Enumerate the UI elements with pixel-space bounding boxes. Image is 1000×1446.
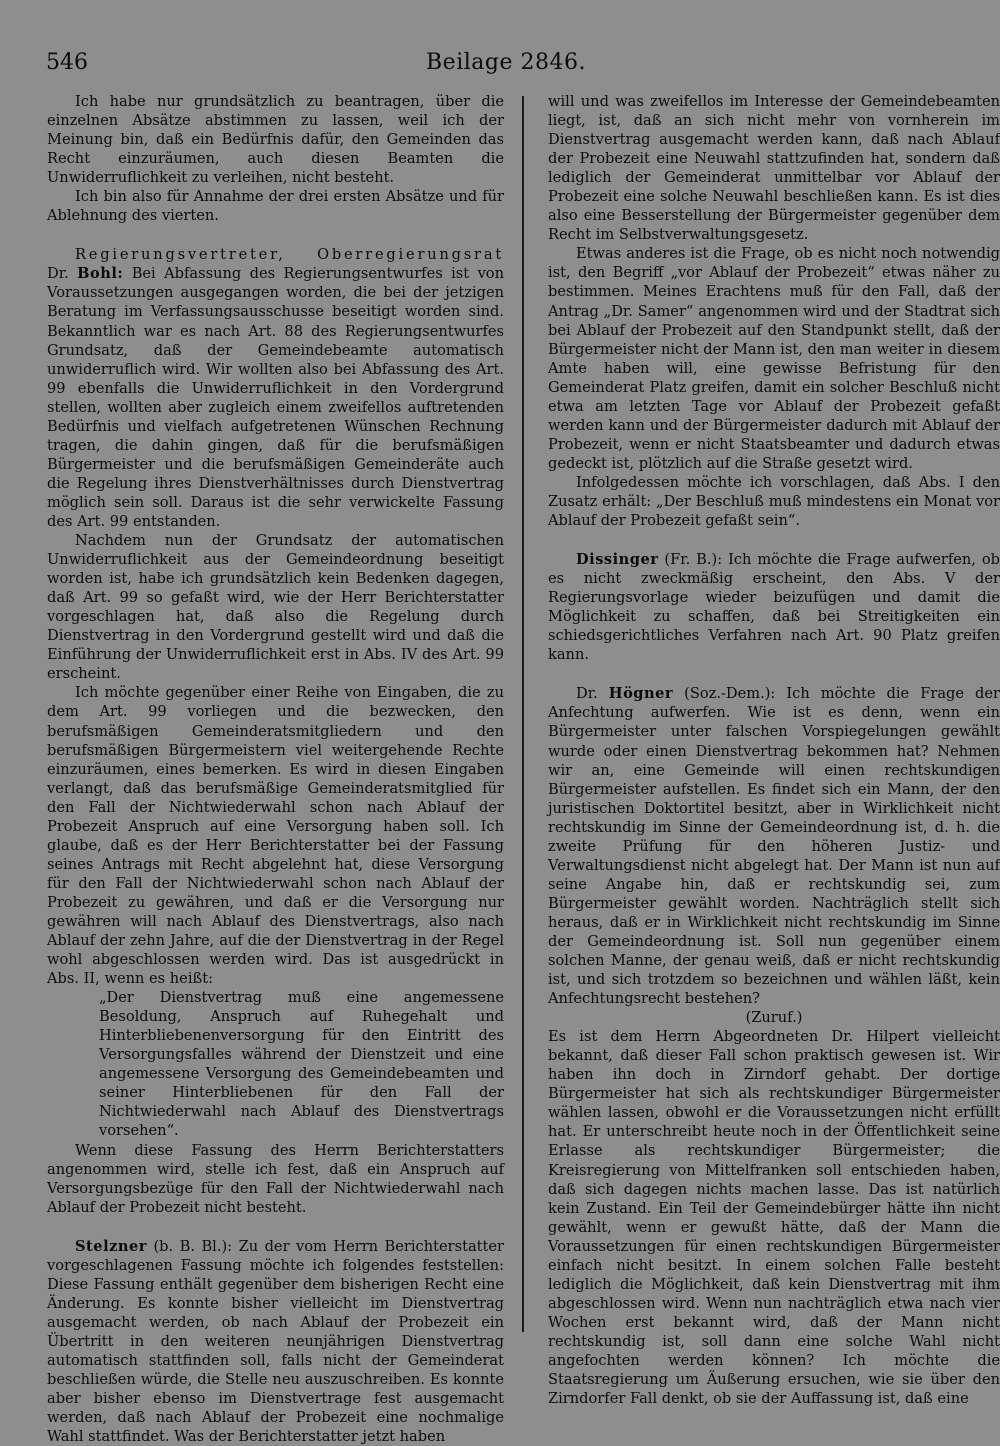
speaker-party: (Soz.-Dem.): xyxy=(684,685,776,703)
speech-text: Ich möchte die Frage der Anfechtung aufwerfen. Wie ist es denn, wenn ein Bürgermeister unter falschen Vorspiegelungen gewählt wurde oder einen Dienstvertrag bekommen hat? Nehmen wir an, eine Gemeinde will einen rechtskundigen Bürgermeister aufstellen. Es findet sich ein Mann, der den juristischen Doktortitel besitzt, aber in Wirklichkeit nicht rechtskundig im Sinne der Gemeindeordnung ist, d. h. die zweite Prüfung für den höheren Justiz- und Verwaltungsdienst nicht abgelegt hat. Der Mann ist nun auf seine Angabe hin, daß er rechtskundig sei, zum Bürgermeister gewählt worden. Nachträglich stellt sich heraus, daß er in Wirklichkeit nicht rechtskundig im Sinne der Gemeindeordnung ist. Soll nun gegenüber einem solchen Manne, der genau weiß, daß er nicht rechtskundig ist, und sich trotzdem so bezeichnen und wählen läßt, kein Anfechtungsrecht bestehen? xyxy=(548,685,1000,1008)
column-divider xyxy=(522,96,524,1332)
paragraph: Etwas anderes ist die Frage, ob es nicht noch notwendig ist, den Begriff „vor Ablauf der Probezeit“ etwas näher zu bestimmen. Meines Erachtens muß für den Fall, daß der Antrag „Dr. Samer“ angenommen wird und der Stadtrat sich bei Ablauf der Probezeit auf den Standpunkt stellt, daß der Bürgermeister nicht der Mann ist, den man weiter in diesem Amte haben will, eine gewisse Befristung für den Gemeinderat Platz greifen, damit ein solcher Beschluß nicht etwa am letzten Tage vor Ablauf der Probezeit gefaßt werden kann und der Bürgermeister dadurch mit Ablauf der Probezeit, wenn er nicht Staatsbeamter und dadurch etwas gedeckt ist, plötzlich auf die Straße gesetzt wird. xyxy=(548,245,1000,472)
speaker-name: Stelzner xyxy=(75,1237,147,1255)
speaker-role: Regierungsvertreter, Oberregierungsrat xyxy=(75,246,504,264)
speech-text: Ich möchte die Frage aufwerfen, ob es nicht zweckmäßig erscheint, den Abs. V der Regierungsvorlage wieder beizufügen und damit die Möglichkeit zu schaffen, daß bei Streitigkeiten ein schiedsgerichtliches Verfahren nach Art. 90 Platz greifen kann. xyxy=(548,551,1000,664)
speaker-party: (Fr. B.): xyxy=(664,551,723,569)
page-number: 546 xyxy=(46,50,88,75)
right-column xyxy=(548,92,1000,1408)
quote-block: „Der Dienstvertrag muß eine angemessene Besoldung, Anspruch auf Ruhegehalt und Hinterbliebenenversorgung für den Eintritt des Versorgungsfalles während der Dienstzeit und eine angemessene Versorgung des Gemeindebeamten und seiner Hinterbliebenen für den Fall der Nichtwiederwahl nach Ablauf des Dienstvertrags vorsehen“. xyxy=(99,989,504,1140)
speaker-party: (b. B. Bl.): xyxy=(153,1237,233,1255)
speech-regierungsvertreter xyxy=(47,245,504,531)
speech-text: Zu der vom Herrn Berichterstatter vorgeschlagenen Fassung möchte ich folgendes feststellen: Diese Fassung enthält gegenüber dem bisherigen Recht eine Änderung. Es konnte bisher vielleicht im Dienstvertrag ausgemacht werden, ob nach Ablauf der Probezeit ein Übertritt in den weiteren neunjährigen Dienstvertrag automatisch stattfinden soll, falls nicht der Gemeinderat beschließen würde, die Stelle neu auszuschreiben. Es konnte aber bisher ebenso im Dienstvertrage fest ausgemacht werden, daß nach Ablauf der Probezeit eine nochmalige Wahl stattfindet. Was der Berichterstatter jetzt haben xyxy=(47,1237,504,1446)
speech-hoegner xyxy=(548,684,1000,1008)
paragraph: Nachdem nun der Grundsatz der automatischen Unwiderruflichkeit aus der Gemeindeordnung beseitigt worden ist, habe ich grundsätzlich kein Bedenken dagegen, daß Art. 99 so gefaßt wird, wie der Herr Berichterstatter vorgeschlagen hat, daß also die Regelung durch Dienstvertrag in den Vordergrund gestellt wird und daß die Einführung der Unwiderruflichkeit erst in Abs. IV des Art. 99 erscheint. xyxy=(47,532,504,683)
paragraph: will und was zweifellos im Interesse der Gemeindebeamten liegt, ist, daß an sich nicht mehr von vornherein im Dienstvertrag ausgemacht werden kann, daß nach Ablauf der Probezeit eine Neuwahl stattzufinden hat, sondern daß lediglich der Gemeinderat unmittelbar vor Ablauf der Probezeit eine solche Neuwahl beschließen kann. Es ist dies also eine Besserstellung der Bürgermeister gegenüber dem Recht im Selbstverwaltungsgesetz. xyxy=(548,93,1000,244)
speaker-title: Dr. xyxy=(47,265,69,283)
paragraph: Infolgedessen möchte ich vorschlagen, daß Abs. I den Zusatz erhält: „Der Beschluß muß mindestens ein Monat vor Ablauf der Probezeit gefaßt sein“. xyxy=(548,473,1000,530)
paragraph: Es ist dem Herrn Abgeordneten Dr. Hilpert vielleicht bekannt, daß dieser Fall schon praktisch gewesen ist. Wir haben ihn doch in Zirndorf gehabt. Der dortige Bürgermeister hat sich als rechtskundiger Bürgermeister wählen lassen, obwohl er die Voraussetzungen nicht erfüllt hat. Er unterschreibt heute noch in der Öffentlichkeit seine Erlasse als rechtskundiger Bürgermeister; die Kreisregierung von Mittelfranken soll entschieden haben, daß sich dagegen nichts machen lasse. Das ist natürlich kein Zustand. Ein Teil der Gemeindebürger hätte ihn nicht gewählt, wenn er gewußt hätte, daß der Mann die Voraussetzungen für einen rechtskundigen Bürgermeister einfach nicht besitzt. In einem solchen Falle besteht lediglich die Möglichkeit, daß kein Dienstvertrag mit ihm abgeschlossen wird. Wenn nun nachträglich etwa nach vier Wochen erst bekannt wird, daß der Mann nicht rechtskundig ist, soll dann eine solche Wahl nicht angefochten werden können? Ich möchte die Staatsregierung um Äußerung ersuchen, wie sie über den Zirndorfer Fall denkt, ob sie der Auffassung ist, daß eine xyxy=(548,1028,1000,1408)
speaker-name: Bohl: xyxy=(77,265,124,283)
page-title: Beilage 2846. xyxy=(426,50,586,75)
paragraph: Ich habe nur grundsätzlich zu beantragen, über die einzelnen Absätze abstimmen zu lassen, weil ich der Meinung bin, daß ein Bedürfnis dafür, den Gemeinden das Recht einzuräumen, auch diesen Beamten die Unwiderruflichkeit zu verleihen, nicht besteht. xyxy=(47,93,504,187)
speech-dissinger xyxy=(548,550,1000,664)
page-header xyxy=(46,50,966,80)
paragraph: Ich bin also für Annahme der drei ersten Absätze und für Ablehnung des vierten. xyxy=(47,188,504,225)
paragraph: Ich möchte gegenüber einer Reihe von Eingaben, die zu dem Art. 99 vorliegen und die bezwecken, den berufsmäßigen Gemeinderatsmitgliedern und den berufsmäßigen Bürgermeistern viel weitergehende Rechte einzuräumen, eines bemerken. Es wird in diesen Eingaben verlangt, daß das berufsmäßige Gemeinderatsmitglied für den Fall der Nichtwiederwahl schon nach Ablauf der Probezeit Anspruch auf eine Versorgung haben soll. Ich glaube, daß es der Herr Berichterstatter bei der Fassung seines Antrags mit Recht abgelehnt hat, diese Versorgung für den Fall der Nichtwiederwahl schon nach Ablauf der Probezeit zu gewähren, und daß er die Versorgung nur gewähren will nach Ablauf des Dienstvertrags, also nach Ablauf der zehn Jahre, auf die der Dienstvertrag in der Regel wohl abgeschlossen werden wird. Das ist ausgedrückt in Abs. II, wenn es heißt: xyxy=(47,684,504,988)
speech-text: Bei Abfassung des Regierungsentwurfes ist von Voraussetzungen ausgegangen worden, die bei der jetzigen Beratung im Verfassungsausschusse beseitigt worden sind. Bekanntlich war es nach Art. 88 des Regierungsentwurfes Grundsatz, daß der Gemeindebeamte automatisch unwiderruflich wird. Wir wollten also bei Abfassung des Art. 99 ebenfalls die Unwiderruflichkeit in den Vordergrund stellen, wollten aber zugleich einem zweifellos auftretenden Bedürfnis und vielfach aufgetretenen Wünschen Rechnung tragen, die dahin gingen, daß für die berufsmäßigen Bürgermeister und die berufsmäßigen Gemeinderäte auch die Regelung ihres Dienstverhältnisses durch Dienstvertrag möglich sein soll. Daraus ist die sehr verwickelte Fassung des Art. 99 entstanden. xyxy=(47,265,504,530)
left-column xyxy=(47,92,504,1446)
speaker-title: Dr. xyxy=(576,685,598,703)
interjection: (Zuruf.) xyxy=(745,1009,803,1027)
speaker-name: Högner xyxy=(608,685,674,703)
speech-stelzner xyxy=(47,1237,504,1446)
speaker-name: Dissinger xyxy=(576,551,659,569)
paragraph: Wenn diese Fassung des Herrn Berichterstatters angenommen wird, stelle ich fest, daß ein Anspruch auf Versorgungsbezüge für den Fall der Nichtwiederwahl nach Ablauf der Probezeit nicht besteht. xyxy=(47,1141,504,1216)
